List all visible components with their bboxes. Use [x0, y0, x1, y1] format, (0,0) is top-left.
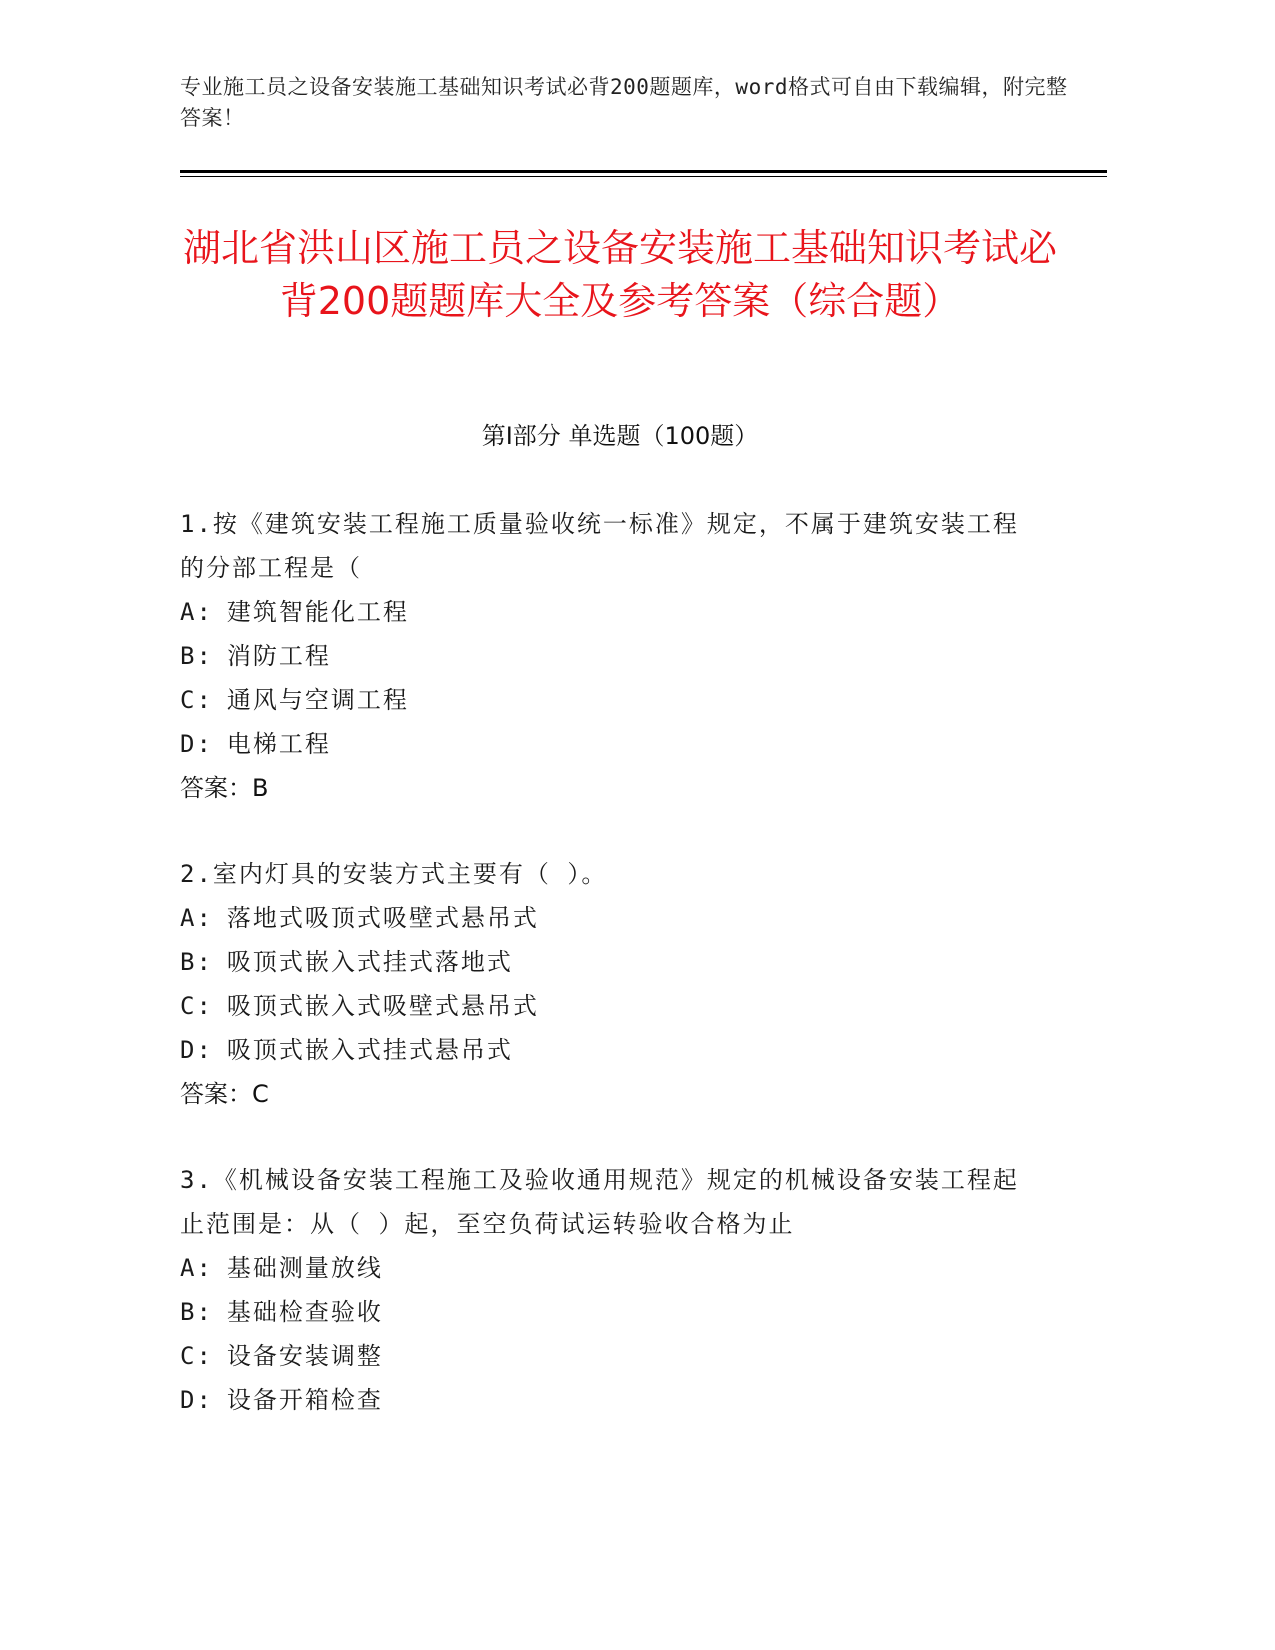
option-letter: D — [180, 1386, 197, 1414]
option-separator: : — [196, 686, 213, 714]
option-text: 基础检查验收 — [226, 1298, 383, 1326]
option-d — [180, 1378, 1040, 1422]
option-a — [180, 1246, 1040, 1290]
option-letter: C — [180, 1342, 197, 1370]
option-text: 电梯工程 — [226, 730, 331, 758]
option-letter: D — [180, 1036, 197, 1064]
option-letter: B — [180, 642, 197, 670]
answer-line: 答案：C — [180, 1080, 269, 1108]
option-separator: : — [196, 1254, 213, 1282]
section-heading: 第Ⅰ部分 单选题（100题） — [481, 422, 759, 450]
option-letter: B — [180, 948, 197, 976]
option-letter: A — [180, 1254, 197, 1282]
option-text: 落地式吸顶式吸壁式悬吊式 — [226, 904, 539, 932]
option-separator: : — [196, 1036, 213, 1064]
option-c — [180, 678, 1040, 722]
option-text: 设备安装调整 — [226, 1342, 383, 1370]
option-text: 通风与空调工程 — [226, 686, 409, 714]
option-letter: A — [180, 598, 197, 626]
option-letter: B — [180, 1298, 197, 1326]
question-2 — [180, 852, 1040, 1116]
option-letter: D — [180, 730, 197, 758]
option-a — [180, 896, 1040, 940]
question-3 — [180, 1158, 1040, 1422]
question-stem: 2.室内灯具的安装方式主要有（ ）。 — [180, 860, 608, 888]
header-note: 专业施工员之设备安装施工基础知识考试必背200题题库，word格式可自由下载编辑，附完整答案！ — [180, 75, 1068, 130]
question-stem: 1.按《建筑安装工程施工质量验收统一标准》规定，不属于建筑安装工程的分部工程是（ — [180, 510, 1019, 582]
option-letter: C — [180, 686, 197, 714]
option-text: 基础测量放线 — [226, 1254, 383, 1282]
option-separator: : — [196, 730, 213, 758]
option-a — [180, 590, 1040, 634]
document-title: 湖北省洪山区施工员之设备安装施工基础知识考试必背200题题库大全及参考答案（综合题） — [182, 226, 1057, 323]
option-d — [180, 722, 1040, 766]
option-c — [180, 1334, 1040, 1378]
header-rule-thin — [180, 176, 1107, 177]
option-text: 建筑智能化工程 — [226, 598, 409, 626]
option-d — [180, 1028, 1040, 1072]
option-c — [180, 984, 1040, 1028]
answer-line: 答案：B — [180, 774, 269, 802]
option-text: 吸顶式嵌入式挂式悬吊式 — [226, 1036, 513, 1064]
option-text: 吸顶式嵌入式吸壁式悬吊式 — [226, 992, 539, 1020]
option-letter: C — [180, 992, 197, 1020]
option-b — [180, 1290, 1040, 1334]
question-stem: 3.《机械设备安装工程施工及验收通用规范》规定的机械设备安装工程起止范围是：从（ ）起，至空负荷试运转验收合格为止 — [180, 1166, 1019, 1238]
option-separator: : — [196, 992, 213, 1020]
question-list — [180, 502, 1040, 1464]
option-separator: : — [196, 948, 213, 976]
option-separator: : — [196, 642, 213, 670]
option-separator: : — [196, 1298, 213, 1326]
option-separator: : — [196, 598, 213, 626]
option-text: 消防工程 — [226, 642, 331, 670]
option-text: 设备开箱检查 — [226, 1386, 383, 1414]
option-b — [180, 634, 1040, 678]
option-letter: A — [180, 904, 197, 932]
option-separator: : — [196, 1386, 213, 1414]
option-separator: : — [196, 1342, 213, 1370]
question-1 — [180, 502, 1040, 810]
option-text: 吸顶式嵌入式挂式落地式 — [226, 948, 513, 976]
option-separator: : — [196, 904, 213, 932]
option-b — [180, 940, 1040, 984]
header-rule-thick — [180, 170, 1107, 173]
